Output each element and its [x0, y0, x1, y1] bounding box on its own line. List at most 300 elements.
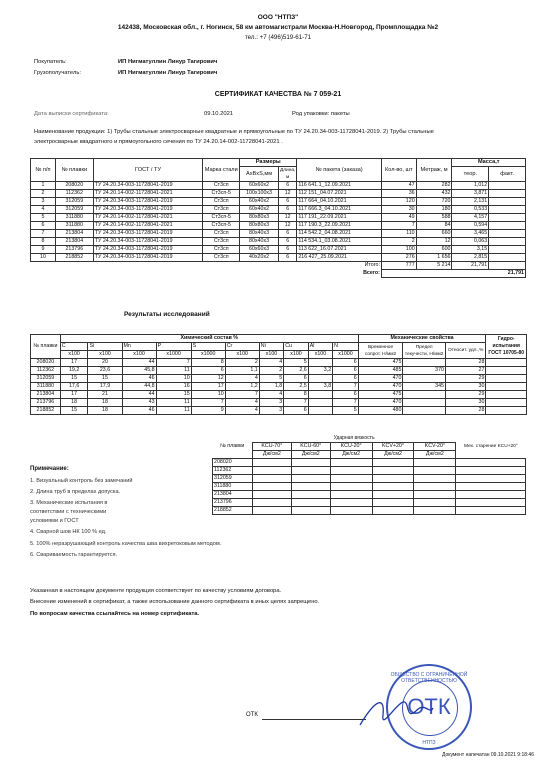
cell-el: 28: [445, 359, 485, 367]
note-line: 2. Длина труб в пределах допуска.: [30, 489, 121, 495]
chemistry-row: [31, 359, 527, 367]
cell-ys: [403, 407, 446, 415]
cell-fact: [489, 254, 526, 262]
cell-el: 30: [445, 383, 485, 391]
th2-cr-unit: x100: [225, 351, 259, 359]
note-line: соответствии с техническими: [30, 509, 107, 515]
printed-timestamp: Документ напечатан 09.10.2021 9:18:46: [442, 752, 534, 758]
cell-len: 6: [278, 182, 296, 190]
cell-qty: 49: [381, 214, 416, 222]
cell-pack: 117 191_22.09.2021: [297, 214, 382, 222]
cell-qty: 7: [381, 222, 416, 230]
cell-grade: Ст3сп-5: [203, 222, 240, 230]
th2-n: N: [333, 343, 359, 351]
cell-ts: 470: [358, 383, 403, 391]
cell-ys: [403, 359, 446, 367]
cell-el: 30: [445, 399, 485, 407]
signature-line: [262, 719, 366, 720]
cell-gost: ТУ 24.20.34-003-11728041-2019: [93, 246, 203, 254]
cell-gost: ТУ 24.20.34-003-11728041-2019: [93, 230, 203, 238]
cell-al: [308, 399, 332, 407]
product-text-2: электросварные квадратного и прямоугольного сечения по ТУ 24.20.14-002-11728041-2021 .: [34, 139, 283, 145]
note-line: условиями и ГОСТ: [30, 518, 79, 524]
cell-si: 15: [88, 375, 122, 383]
cell-n: 7: [333, 383, 359, 391]
cell-ts: 475: [358, 391, 403, 399]
impact-value: [252, 459, 291, 467]
cell-ys: [403, 391, 446, 399]
buyer-value: ИП Нигматуллин Линур Тагирович: [118, 59, 218, 65]
product-row: [31, 198, 526, 206]
impact-value: [372, 475, 414, 483]
product-row: [31, 254, 526, 262]
impact-value: [414, 467, 456, 475]
cell-mn: 46: [122, 407, 156, 415]
impact-value: [414, 499, 456, 507]
th2-mech: Механические свойства: [358, 335, 486, 343]
notes-title: Примечание:: [30, 466, 69, 472]
cell-cr: 7: [225, 391, 259, 399]
cell-cu: 8: [284, 391, 308, 399]
packing-type: Род упаковки: пакеты: [292, 111, 350, 117]
cell-c: 17,6: [60, 383, 88, 391]
cell-ni: 2: [259, 367, 283, 375]
cell-pack: 117 666.3_04.10.2021: [297, 206, 382, 214]
cell-grade: Ст3сп: [203, 206, 240, 214]
impact-col-header: KCU-60°: [291, 443, 330, 451]
cell-si: 18: [88, 407, 122, 415]
cell-gost: ТУ 24.20.34-003-11728041-2019: [93, 206, 203, 214]
cell-size: 100х100х3: [240, 190, 279, 198]
cell-pack: 216 427_25.09.2021: [297, 254, 382, 262]
th2-cu-unit: x100: [284, 351, 308, 359]
footer-line-3: По вопросам качества ссылайтесь на номер сертификата.: [30, 611, 200, 617]
cell-p: 16: [156, 383, 191, 391]
chemistry-row: [31, 383, 527, 391]
th-melt: № плавки: [55, 159, 93, 182]
th2-c: C: [60, 343, 88, 351]
cell-ni: 3: [259, 407, 283, 415]
cell-ts: 475: [358, 359, 403, 367]
cell-hydro: [486, 383, 527, 391]
cell-cu: 2,5: [284, 383, 308, 391]
cell-si: 18: [88, 399, 122, 407]
cell-ys: 370: [403, 367, 446, 375]
impact-value: [291, 507, 330, 515]
cell-el: 29: [445, 391, 485, 399]
cell-qty: 47: [381, 182, 416, 190]
th2-p: P: [156, 343, 191, 351]
th2-ni: Ni: [259, 343, 283, 351]
cell-fact: [489, 230, 526, 238]
cell-meter: 1 656: [416, 254, 452, 262]
cell-p: 7: [156, 359, 191, 367]
cell-qty: 30: [381, 206, 416, 214]
cell-theor: 3,15: [452, 246, 489, 254]
cell-p: 11: [156, 407, 191, 415]
impact-value: [330, 499, 372, 507]
cell-al: [308, 407, 332, 415]
th-num: № п/п: [31, 159, 56, 182]
impact-melt: 218852: [213, 507, 253, 515]
cell-n: 6: [333, 391, 359, 399]
cell-si: 21: [88, 391, 122, 399]
impact-col-header: KCV+20°: [372, 443, 414, 451]
cell-theor: 0,533: [452, 206, 489, 214]
note-line: 3. Механические испытания в: [30, 500, 108, 506]
cell-mn: 46: [122, 375, 156, 383]
cell-theor: 4,157: [452, 214, 489, 222]
cell-size: 80х40х3: [240, 238, 279, 246]
cell-c: 15: [60, 407, 88, 415]
impact-col-unit: Дж/см2: [291, 451, 330, 459]
cell-fact: [489, 238, 526, 246]
impact-row: [213, 475, 526, 483]
cell-hydro: [486, 391, 527, 399]
th-meter: Метраж, м: [416, 159, 452, 182]
impact-value: [372, 459, 414, 467]
cell-p: 11: [156, 399, 191, 407]
impact-row: [213, 491, 526, 499]
cell-theor: 1,012: [452, 182, 489, 190]
cell-grade: Ст3сп: [203, 182, 240, 190]
company-name: ООО "НТПЗ": [257, 14, 299, 21]
impact-melt: 112362: [213, 467, 253, 475]
company-phone: тел.: +7 (496)519-61-71: [244, 34, 312, 41]
cell-gost: ТУ 24.20.14-002-11728041-2021: [93, 190, 203, 198]
impact-melt: 208020: [213, 459, 253, 467]
cell-meter: 588: [416, 214, 452, 222]
cell-n: 5: [333, 407, 359, 415]
th-mass: Масса,т: [452, 159, 526, 167]
cell-c: 17: [60, 391, 88, 399]
th-length: Длина, м: [279, 168, 296, 180]
cell-melt: 312059: [55, 198, 93, 206]
cell-cu: 7: [284, 399, 308, 407]
cell-gost: ТУ 24.20.14-002-11728041-2021: [93, 222, 203, 230]
cell-n: 1: [31, 182, 56, 190]
impact-value: [456, 467, 526, 475]
impact-row: [213, 507, 526, 515]
cell-s: 7: [191, 399, 225, 407]
cell-melt: 311880: [55, 222, 93, 230]
th2-s: S: [191, 343, 225, 351]
cell-size: 60х60х2: [240, 182, 279, 190]
total-meter: 5 214: [416, 262, 452, 270]
cell-ni: 1,8: [259, 383, 283, 391]
cell-p: 11: [156, 367, 191, 375]
impact-value: [372, 483, 414, 491]
th2-si: Si: [88, 343, 122, 351]
cell-pack: 116 641.1_12.09.2021: [297, 182, 382, 190]
th-grade: Марка стали: [203, 159, 240, 182]
impact-col-header: KCV-20°: [414, 443, 456, 451]
cell-mn: 44: [122, 391, 156, 399]
cell-si: 23,6: [88, 367, 122, 375]
cell-el: 28: [445, 407, 485, 415]
cell-grade: Ст3сп: [203, 238, 240, 246]
cell-qty: 36: [381, 190, 416, 198]
chemistry-row: [31, 407, 527, 415]
cell-cr: 4: [225, 399, 259, 407]
footer-line-1: Указанная в настоящем документе продукция соответствует по качеству условиям договора.: [30, 588, 282, 594]
cell-theor: 2,815: [452, 254, 489, 262]
cell-grade: Ст3сп: [203, 198, 240, 206]
impact-melt: 311880: [213, 483, 253, 491]
cell-len: 6: [278, 254, 296, 262]
cell-cr: 4: [225, 407, 259, 415]
cell-meter: 432: [416, 190, 452, 198]
stamp-ring-top: ОБЩЕСТВО С ОГРАНИЧЕННОЙ ОТВЕТСТВЕННОСТЬЮ: [390, 672, 468, 684]
cell-s: 17: [191, 383, 225, 391]
cell-pack: 114 542.2_04.08.2021: [297, 230, 382, 238]
impact-value: [330, 507, 372, 515]
th-qty: Кол-во, шт: [381, 159, 416, 182]
impact-col-unit: Дж/см2: [252, 451, 291, 459]
impact-col-unit: Дж/см2: [330, 451, 372, 459]
th2-al: Al: [308, 343, 332, 351]
cell-ys: [403, 375, 446, 383]
grand-total: 21,791: [381, 270, 525, 278]
cell-n: 6: [333, 359, 359, 367]
cell-n: 7: [31, 230, 56, 238]
cell-qty: 110: [381, 230, 416, 238]
cell-p: 15: [156, 391, 191, 399]
cell-melt: 208020: [31, 359, 61, 367]
impact-melt: 213796: [213, 499, 253, 507]
impact-value: [252, 483, 291, 491]
impact-value: [372, 491, 414, 499]
impact-col-header: KCU-20°: [330, 443, 372, 451]
date-value: 09.10.2021: [204, 111, 234, 117]
impact-value: [330, 483, 372, 491]
th2-tensile: Временное сопрот. Н/мм2: [358, 343, 403, 359]
cell-theor: 0,063: [452, 238, 489, 246]
cell-ts: 480: [358, 407, 403, 415]
cell-ys: 345: [403, 383, 446, 391]
total-label: Итого:: [31, 262, 382, 270]
cell-len: 6: [278, 238, 296, 246]
th2-c-unit: x100: [60, 351, 88, 359]
cell-meter: 660: [416, 230, 452, 238]
cell-n: 2: [31, 190, 56, 198]
th2-chem: Химический состав %: [60, 335, 358, 343]
cell-c: 15: [60, 375, 88, 383]
cell-ni: 3: [259, 399, 283, 407]
cell-grade: Ст3сп: [203, 254, 240, 262]
impact-value: [456, 459, 526, 467]
impact-value: [291, 499, 330, 507]
th2-n-unit: x1000: [333, 351, 359, 359]
cell-melt: 213804: [55, 230, 93, 238]
cell-el: 29: [445, 375, 485, 383]
impact-table: [212, 435, 526, 515]
cell-fact: [489, 222, 526, 230]
impact-row: [213, 499, 526, 507]
cell-gost: ТУ 24.20.34-003-11728041-2019: [93, 238, 203, 246]
grand-label: Всего:: [31, 270, 382, 278]
cell-grade: Ст3сп: [203, 246, 240, 254]
th-sizes: Размеры: [240, 159, 297, 167]
impact-value: [330, 467, 372, 475]
note-line: 1. Визуальный контроль без замечаний: [30, 478, 133, 484]
cell-melt: 213804: [55, 238, 93, 246]
impact-value: [330, 459, 372, 467]
cell-grade: Ст3сп-5: [203, 214, 240, 222]
cell-size: 60х60х3: [240, 246, 279, 254]
impact-col-unit: Дж/см2: [414, 451, 456, 459]
th2-elong: Относит. удл.,%: [445, 343, 485, 359]
cell-fact: [489, 214, 526, 222]
impact-value: [330, 475, 372, 483]
impact-value: [414, 475, 456, 483]
impact-value: [291, 459, 330, 467]
impact-value: [252, 491, 291, 499]
impact-value: [291, 475, 330, 483]
product-row: [31, 222, 526, 230]
cell-len: 6: [278, 206, 296, 214]
buyer-label: Покупатель:: [34, 59, 67, 65]
cell-hydro: [486, 399, 527, 407]
th-theor: теор.: [452, 167, 489, 182]
cell-melt: 312059: [55, 206, 93, 214]
product-row: [31, 230, 526, 238]
handwritten-signature: [355, 690, 435, 735]
cell-pack: 113 622_16.07.2021: [297, 246, 382, 254]
total-theor: 21,791: [452, 262, 489, 270]
cell-n: 6: [333, 375, 359, 383]
th-fact: факт.: [489, 167, 526, 182]
cell-gost: ТУ 24.20.34-003-11728041-2019: [93, 198, 203, 206]
cell-size: 80х80х3: [240, 214, 279, 222]
cell-mn: 43: [122, 399, 156, 407]
impact-group-label: Ударная вязкость: [333, 435, 375, 441]
date-label: Дата выписки сертификата:: [34, 111, 109, 117]
impact-value: [456, 507, 526, 515]
cell-melt: 312059: [31, 375, 61, 383]
cell-pack: 117 664_04.10.2021: [297, 198, 382, 206]
cell-cr: 4: [225, 375, 259, 383]
cell-s: 10: [191, 391, 225, 399]
stamp-otk: ОТК: [407, 694, 451, 719]
cell-cr: 1,2: [225, 383, 259, 391]
cell-len: 12: [278, 222, 296, 230]
cell-theor: 2,131: [452, 198, 489, 206]
impact-value: [252, 467, 291, 475]
cell-ys: [403, 399, 446, 407]
cell-size: 80х40х3: [240, 230, 279, 238]
certificate-title: СЕРТИФИКАТ КАЧЕСТВА № 7 059-21: [214, 91, 342, 98]
chemistry-row: [31, 367, 527, 375]
cell-melt: 208020: [55, 182, 93, 190]
cell-grade: Ст3сп-5: [203, 190, 240, 198]
cell-size: 40х20х2: [240, 254, 279, 262]
cell-n: 8: [31, 238, 56, 246]
cell-cr: 2: [225, 359, 259, 367]
cell-meter: 12: [416, 238, 452, 246]
cell-c: 19,2: [60, 367, 88, 375]
chemistry-table: [30, 334, 527, 415]
impact-value: [414, 459, 456, 467]
product-row: [31, 206, 526, 214]
cell-gost: ТУ 24.20.34-003-11728041-2019: [93, 182, 203, 190]
impact-melt: 213804: [213, 491, 253, 499]
cell-melt: 213796: [31, 399, 61, 407]
cell-n: 6: [31, 222, 56, 230]
cell-ni: 5: [259, 375, 283, 383]
consignee-value: ИП Нигматуллин Линур Тагирович: [118, 70, 218, 76]
cell-mn: 44,8: [122, 383, 156, 391]
cell-n: 6: [333, 367, 359, 375]
company-address: 142438, Московская обл., г. Ногинск, 58 км автомагистрали Москва-Н.Новгород, Промплощадка №2: [117, 24, 439, 31]
cell-cu: 5: [284, 359, 308, 367]
impact-row: [213, 467, 526, 475]
impact-value: [252, 507, 291, 515]
cell-fact: [489, 206, 526, 214]
total-qty: 777: [381, 262, 416, 270]
product-row: [31, 246, 526, 254]
cell-theor: 3,871: [452, 190, 489, 198]
impact-value: [414, 491, 456, 499]
cell-n: 3: [31, 198, 56, 206]
impact-value: [372, 467, 414, 475]
cell-len: 12: [278, 214, 296, 222]
impact-value: [291, 491, 330, 499]
impact-row: [213, 459, 526, 467]
cell-s: 12: [191, 375, 225, 383]
cell-c: 18: [60, 399, 88, 407]
impact-value: [291, 467, 330, 475]
cell-fact: [489, 190, 526, 198]
product-row: [31, 182, 526, 190]
cell-theor: 3,465: [452, 230, 489, 238]
total-fact: [489, 262, 526, 270]
cell-n: 7: [333, 399, 359, 407]
cell-n: 9: [31, 246, 56, 254]
cell-len: 12: [278, 190, 296, 198]
impact-value: [372, 499, 414, 507]
product-text-1: Наименование продукции: 1) Трубы стальные электросварные квадратные и прямоугольные по ТУ 24.20.34-003-11728041-2019. 2) Трубы стальные: [34, 129, 434, 135]
cell-si: 20: [88, 359, 122, 367]
stamp-ring-bottom: НТПЗ: [422, 740, 436, 746]
chemistry-row: [31, 391, 527, 399]
cell-fact: [489, 246, 526, 254]
impact-value: [456, 499, 526, 507]
cell-si: 17,9: [88, 383, 122, 391]
th2-al-unit: x100: [308, 351, 332, 359]
cell-hydro: [486, 359, 527, 367]
cell-cu: 6: [284, 375, 308, 383]
cell-gost: ТУ 24.20.14-002-11728041-2021: [93, 214, 203, 222]
th2-yield: Предел текучести, Н/мм2: [403, 343, 446, 359]
th2-melt: № плавки: [31, 335, 61, 359]
chemistry-row: [31, 399, 527, 407]
th2-hydro: Гидро- испытания ГОСТ 10705-80: [486, 335, 527, 359]
cell-al: [308, 391, 332, 399]
impact-aging-label: Мех. старение KCU+20°: [464, 444, 518, 449]
cell-grade: Ст3сп: [203, 230, 240, 238]
impact-value: [372, 507, 414, 515]
th2-cu: Cu: [284, 343, 308, 351]
cell-p: 10: [156, 375, 191, 383]
cell-ts: 485: [358, 367, 403, 375]
cell-c: 17: [60, 359, 88, 367]
cell-pack: 114 534.1_03.08.2021: [297, 238, 382, 246]
th-pack: № пакета (заказа): [297, 159, 382, 182]
impact-value: [414, 483, 456, 491]
otk-label: ОТК: [246, 712, 258, 718]
th-axbxs: AxBxS,мм: [240, 167, 279, 182]
